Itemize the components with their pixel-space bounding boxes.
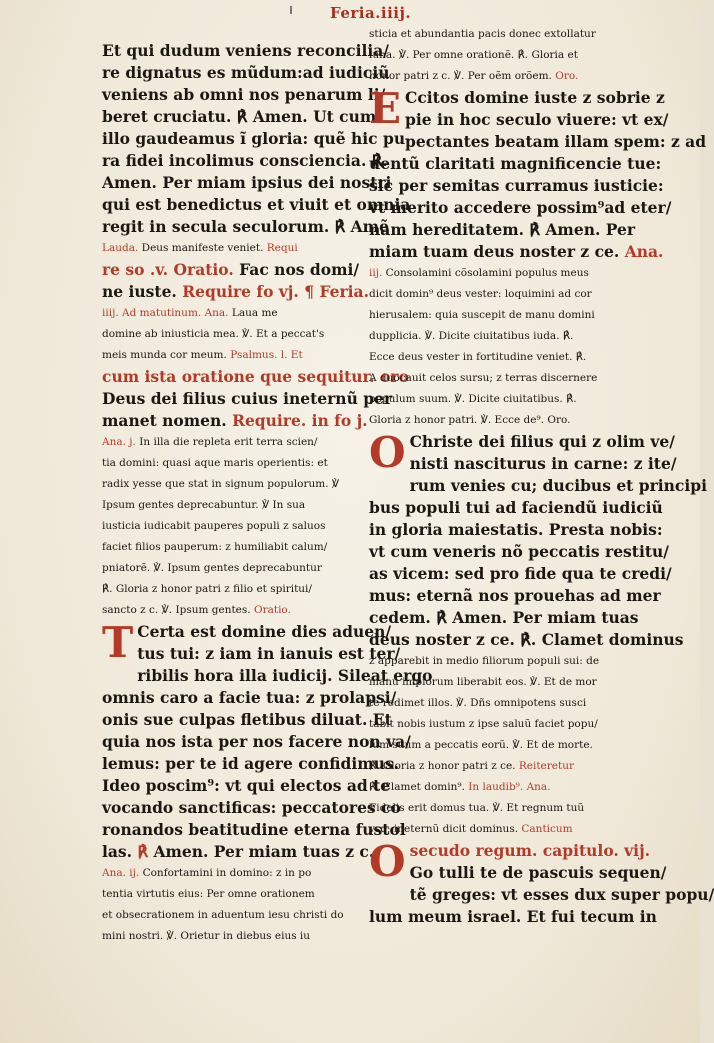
decorated-initial: O: [369, 428, 406, 477]
text-line: tus tui: z iam in ianuis est ter/: [137, 644, 401, 663]
text-line: lum meum israel. Et fui tecum in: [369, 907, 657, 926]
rubric-text: Requi: [266, 242, 298, 254]
text-line: tia domini: quasi aque maris operientis: et: [102, 457, 328, 469]
body-text: ne iuste.: [102, 282, 183, 301]
text-line: cedem. ℟ Amen. Per miam tuas: [369, 608, 639, 627]
text-line: [102, 259, 364, 281]
text-line: lum suum a peccatis eorũ. ℣. Et de morte.: [369, 739, 593, 751]
text-line: [102, 238, 364, 259]
text-line: regit in secula seculorum. ℟ Amẽ: [102, 217, 389, 236]
text-line: radix yesse que stat in signum populorum. ℣: [102, 478, 340, 490]
text-line: bus populi tui ad faciendũ iudiciũ: [369, 498, 663, 517]
body-text: vsq; ineternũ dicit dominus.: [369, 823, 522, 835]
text-line: pectantes beatam illam spem: z ad: [405, 132, 707, 151]
text-line: sticia et abundantia pacis donec extollatur: [369, 28, 596, 40]
text-line: rum venies cu; ducibus et principi: [409, 476, 707, 495]
rubric-text: In laudib⁹. Ana.: [468, 781, 551, 793]
text-line: vt merito accedere possim⁹ad eter/: [369, 198, 672, 217]
text-line: lemus: per te id agere confidimus.: [102, 754, 400, 773]
text-line: [369, 756, 631, 777]
rubric-text: ℟: [137, 842, 149, 861]
body-text: miam tuam deus noster z ce.: [369, 242, 625, 261]
text-line: [369, 263, 631, 284]
text-line: Amen. Per miam ipsius dei nostri: [102, 173, 392, 192]
text-line: as vicem: sed pro fide qua te credi/: [369, 564, 672, 583]
text-line: populum suum. ℣. Dicite ciuitatibus. ℟.: [369, 393, 577, 405]
text-line: mus: eternã nos prouehas ad mer: [369, 586, 661, 605]
text-line: [102, 863, 364, 884]
body-text: Deus manifeste veniet.: [138, 242, 267, 254]
text-line: [102, 366, 409, 388]
rubric-text: cum ista oratione que sequitur. oro: [102, 367, 409, 386]
body-text: las.: [102, 842, 138, 861]
text-line: vt cum veneris nõ peccatis restitu/: [369, 542, 669, 561]
text-line: Ipsum gentes deprecabuntur. ℣ In sua: [102, 499, 306, 511]
text-line: dicit domin⁹ deus vester: loquimini ad cor: [369, 288, 592, 300]
rubric-text: re so .v. Oratio.: [102, 260, 234, 279]
text-line: illo gaudeamus ĩ gloria: quẽ hic pu: [102, 129, 406, 148]
body-text: Fac nos domi/: [233, 260, 360, 279]
text-line: uentũ claritati magnificencie tue:: [369, 154, 662, 173]
text-line: omnis caro a facie tua: z prolapsi/: [102, 688, 397, 707]
body-text: ℟. Clamet domin⁹.: [369, 781, 469, 793]
text-line: beret cruciatu. ℟ Amen. Ut cum: [102, 107, 377, 126]
text-line: A duocauit celos sursu; z terras discernere: [369, 372, 598, 384]
text-line: in gloria maiestatis. Presta nobis:: [369, 520, 663, 539]
rubric-text: Require fo vj. ¶ Feria.: [182, 282, 369, 301]
text-line: hierusalem: quia suscepit de manu domini: [369, 309, 595, 321]
text-line: te redimet illos. ℣. Dñs omnipotens susci: [369, 697, 587, 709]
text-line: manu impiorum liberabit eos. ℣. Et de mor: [369, 676, 597, 688]
text-line: [102, 600, 364, 621]
text-line: Ideo poscim⁹: vt qui electos ad te: [102, 776, 391, 795]
text-line: tabit nobis iustum z ipse saluũ faciet popu/: [369, 718, 598, 730]
text-line: veniens ab omni nos penarum li/: [102, 85, 386, 104]
text-line: ℟. Gloria z honor patri z filio et spiritui/: [102, 583, 312, 595]
running-header: Feria.iiij.: [330, 4, 412, 22]
text-line: onis sue culpas fletibus diluat. Et: [102, 710, 392, 729]
text-line: ribilis hora illa iudicij. Sileat ergo: [137, 666, 433, 685]
text-line: [369, 66, 631, 87]
text-line: [102, 410, 368, 432]
decorated-initial: O: [369, 837, 406, 886]
text-line: tẽ greges: vt esses dux super popu/: [409, 885, 714, 904]
right-column: [369, 24, 714, 928]
rubric-text: Ana.: [624, 242, 664, 261]
rubric-text: Ana. j.: [102, 436, 136, 448]
body-text: ℟. Gloria z honor patri z ce.: [369, 760, 519, 772]
body-text: sancto z c. ℣. Ipsum gentes.: [102, 604, 254, 616]
text-line: quia nos ista per nos facere non va/: [102, 732, 411, 751]
text-line: Go tulli te de pascuis sequen/: [409, 863, 667, 882]
text-line: domine ab iniusticia mea. ℣. Et a peccat's: [102, 328, 325, 340]
text-line: luna. ℣. Per omne orationẽ. ℟. Gloria et: [369, 49, 578, 61]
text-line: qui est benedictus et viuit et omnia: [102, 195, 411, 214]
rubric-text: Ana. ij.: [102, 867, 140, 879]
text-line: mini nostri. ℣. Orietur in diebus eius iu: [102, 930, 311, 942]
decorated-initial: E: [369, 84, 402, 133]
text-line: dupplicia. ℣. Dicite ciuitatibus iuda. ℟.: [369, 330, 574, 342]
text-line: z apparebit in medio filiorum populi sui: de: [369, 655, 600, 667]
text-line: sic per semitas curramus iusticie:: [369, 176, 664, 195]
rubric-text: Lauda.: [102, 242, 139, 254]
text-line: Fidelis erit domus tua. ℣. Et regnum tuũ: [369, 802, 585, 814]
rubric-text: Oro.: [555, 70, 579, 82]
text-line: faciet filios pauperum: z humiliabit calum/: [102, 541, 328, 553]
rubric-text: Psalmus. l. Et: [230, 349, 303, 361]
body-text: Christe dei filius qui z olim ve/: [409, 432, 675, 451]
rubric-text: Oratio.: [253, 604, 291, 616]
rubric-text: iiij. Ad matutinum. Ana.: [102, 307, 229, 319]
text-line: [102, 303, 364, 324]
text-line: [369, 241, 664, 263]
rubric-text: iij.: [369, 267, 383, 279]
rubric-text: Require. in fo j.: [232, 411, 368, 430]
body-text: Consolamini cõsolamini populus meus: [382, 267, 589, 279]
text-line: [102, 432, 364, 453]
text-line: Ecce deus vester in fortitudine veniet. ℟.: [369, 351, 587, 363]
text-line: ra fidei incolimus consciencia. ℟.: [102, 151, 388, 170]
text-line: nam hereditatem. ℟ Amen. Per: [369, 220, 636, 239]
rubric-text: Canticum: [521, 823, 573, 835]
text-line: [102, 841, 375, 863]
text-line: vocando sanctificas: peccatores co: [102, 798, 401, 817]
text-line: [102, 345, 364, 366]
text-line: nisti nasciturus in carne: z ite/: [409, 454, 677, 473]
text-line: et obsecrationem in aduentum iesu christi do: [102, 909, 344, 921]
body-text: Confortamini in domino: z in po: [139, 867, 312, 879]
body-text: Laua me: [228, 307, 278, 319]
body-text: Amen. Per miam tuas z c.: [148, 842, 375, 861]
body-text: meis munda cor meum.: [102, 349, 231, 361]
body-text: manet nomen.: [102, 411, 233, 430]
text-line: iusticia iudicabit pauperes populi z saluos: [102, 520, 326, 532]
text-line: ronandos beatitudine eterna fustol: [102, 820, 406, 839]
decorated-initial: T: [102, 618, 134, 667]
rubric-text: secudo regum. capitulo. vij.: [409, 841, 651, 860]
page-mark: [290, 6, 292, 14]
rubric-text: Reiteretur: [518, 760, 575, 772]
body-text: honor patri z c. ℣. Per oẽm orõem.: [369, 70, 556, 82]
body-text: Certa est domine dies aduen/: [137, 622, 392, 641]
text-line: pniatorẽ. ℣. Ipsum gentes deprecabuntur: [102, 562, 322, 574]
text-line: [369, 777, 631, 798]
text-line: Deus dei filius cuius ineternũ per: [102, 389, 393, 408]
text-line: Et qui dudum veniens reconcilia/: [102, 41, 389, 60]
text-line: deus noster z ce. ℟. Clamet dominus: [369, 630, 684, 649]
text-line: [369, 819, 631, 840]
text-line: pie in hoc seculo viuere: vt ex/: [405, 110, 669, 129]
text-line: tentia virtutis eius: Per omne orationem: [102, 888, 315, 900]
text-line: Gloria z honor patri. ℣. Ecce de⁹. Oro.: [369, 414, 571, 426]
body-text: In illa die repleta erit terra scien/: [135, 436, 318, 448]
text-line: [102, 281, 369, 303]
text-line: re dignatus es mũdum:ad iudiciũ: [102, 63, 390, 82]
body-text: Ccitos domine iuste z sobrie z: [405, 88, 665, 107]
